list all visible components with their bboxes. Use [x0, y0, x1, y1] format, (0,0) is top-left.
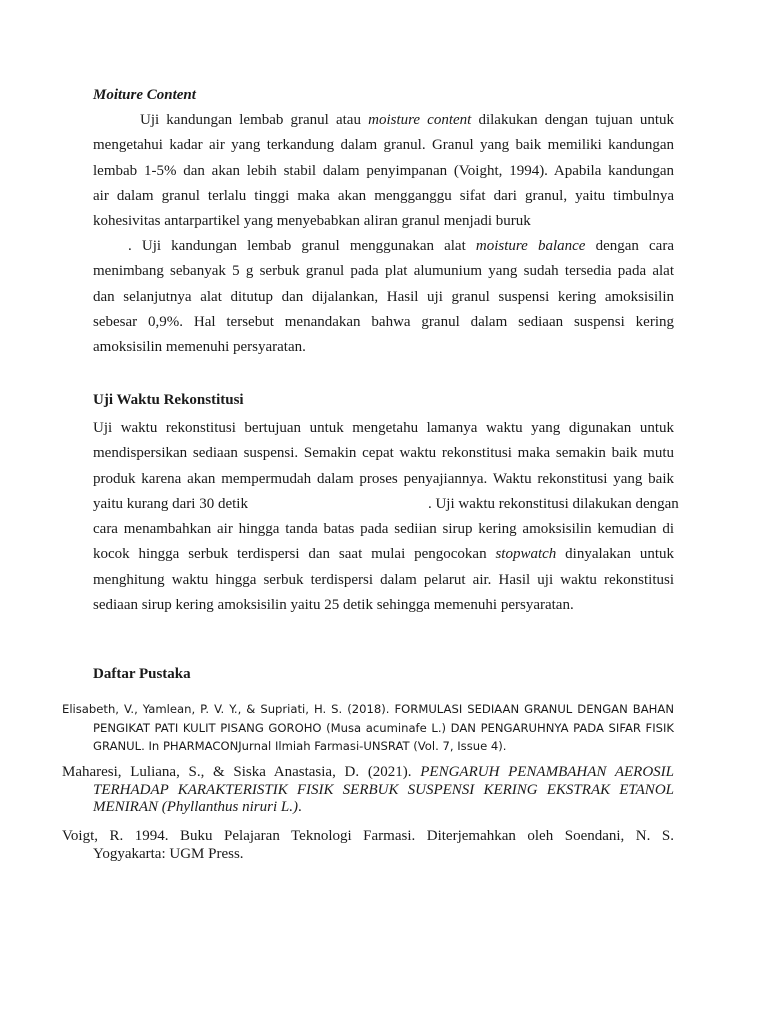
- reference-line: GRANUL. In PHARMACONJurnal Ilmiah Farmasi-UNSRAT (Vol. 7, Issue 4).: [93, 739, 507, 753]
- heading-uji-waktu-rekonstitusi: Uji Waktu Rekonstitusi: [93, 392, 244, 408]
- reference-line: MENIRAN (Phyllanthus niruri L.).: [93, 799, 302, 815]
- paragraph-moisture-2: [93, 234, 674, 360]
- text-line: menimbang sebanyak 5 g serbuk granul pada plat alumunium yang sudah tersedia pada alat: [93, 263, 674, 280]
- text-line: Uji kandungan lembab granul atau moisture content dilakukan dengan tujuan untuk: [140, 112, 675, 128]
- text-line: kohesivitas antarpartikel yang menyebabkan aliran granul menjadi buruk: [93, 213, 531, 230]
- heading-daftar-pustaka: Daftar Pustaka: [93, 666, 191, 682]
- heading-moisture-content: Moiture Content: [93, 87, 196, 103]
- text-line: air dalam granul terlalu tinggi maka akan mengganggu sifat dari granul, yaitu timbulnya: [93, 187, 674, 204]
- reference-line: Maharesi, Luliana, S., & Siska Anastasia, D. (2021). PENGARUH PENAMBAHAN AEROSIL: [62, 764, 674, 780]
- text-line: mendispersikan sediaan suspensi. Semakin cepat waktu rekonstitusi maka semakin baik mutu: [93, 445, 674, 462]
- reference-line: Yogyakarta: UGM Press.: [93, 845, 244, 862]
- text-line: amoksisilin memenuhi persyaratan.: [93, 339, 306, 356]
- text-line: . Uji kandungan lembab granul menggunakan alat moisture balance dengan cara: [128, 238, 674, 254]
- text-line: dan selanjutnya alat ditutup dan dijalankan, Hasil uji granul suspensi kering amoksisilin: [93, 288, 674, 305]
- text-line: cara menambahkan air hingga tanda batas pada sediian sirup kering amoksisilin kemudian di: [93, 521, 674, 538]
- reference-line: TERHADAP KARAKTERISTIK FISIK SERBUK SUSPENSI KERING EKSTRAK ETANOL: [93, 781, 674, 798]
- text-line: yaitu kurang dari 30 detik . Uji waktu rekonstitusi dilakukan dengan: [93, 495, 679, 512]
- text-line: lembab 1-5% dan akan lebih stabil dalam penyimpanan (Voight, 1994). Apabila kandungan: [93, 162, 674, 179]
- text-line: sebesar 0,9%. Hal tersebut menandakan bahwa granul dalam sediaan suspensi kering: [93, 313, 674, 330]
- text-line: Uji waktu rekonstitusi bertujuan untuk mengetahu lamanya waktu yang digunakan untuk: [93, 420, 674, 436]
- text-line: menghitung waktu hingga serbuk terdispersi dalam pelarut air. Hasil uji waktu rekonstitusi: [93, 571, 674, 588]
- reference-item-2: [62, 764, 674, 817]
- paragraph-moisture-1: [93, 108, 674, 234]
- text-line: sediaan sirup kering amoksisilin yaitu 25 detik sehingga memenuhi persyaratan.: [93, 597, 574, 614]
- reference-item-3: [62, 828, 674, 863]
- text-line: kocok hingga serbuk terdispersi dan saat mulai pengocokan stopwatch dinyalakan untuk: [93, 546, 674, 563]
- reference-item-1: [62, 700, 674, 756]
- reference-line: Elisabeth, V., Yamlean, P. V. Y., & Supriati, H. S. (2018). FORMULASI SEDIAAN GRANUL DENGAN BAHAN: [62, 702, 674, 716]
- text-line: produk karena akan mempermudah dalam proses penyajiannya. Waktu rekonstitusi yang baik: [93, 470, 674, 487]
- paragraph-rekonstitusi: [93, 416, 679, 618]
- reference-line: Voigt, R. 1994. Buku Pelajaran Teknologi Farmasi. Diterjemahkan oleh Soendani, N. S.: [62, 828, 674, 844]
- text-line: mengetahui kadar air yang terkandung dalam granul. Granul yang baik memiliki kandungan: [93, 137, 674, 154]
- reference-line: PENGIKAT PATI KULIT PISANG GOROHO (Musa acuminafe L.) DAN PENGARUHNYA PADA SIFAR FISIK: [93, 720, 674, 735]
